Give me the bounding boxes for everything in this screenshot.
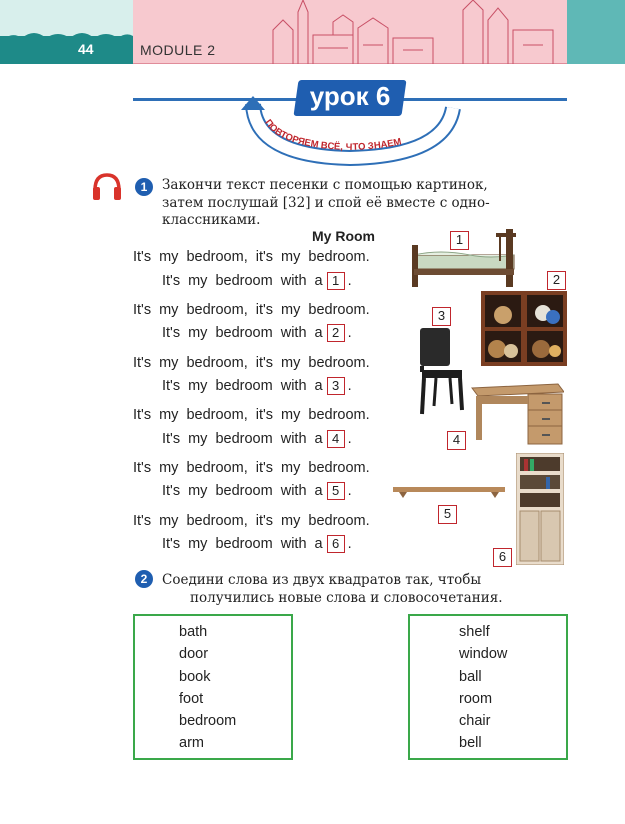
answer-prefix: It's my bedroom with a — [162, 325, 323, 341]
blank-box-1: 1 — [327, 272, 345, 290]
instruction-line: классниками. — [162, 212, 261, 228]
answer-prefix: It's my bedroom with a — [162, 483, 323, 499]
headphones-icon — [91, 172, 123, 202]
chair-picture — [414, 326, 466, 416]
lesson-title: урок 6 — [309, 81, 391, 111]
song-verse-line: It's my bedroom, it's my bedroom. — [133, 249, 370, 265]
right-word: room — [459, 691, 493, 707]
exercise-2-instruction — [162, 572, 566, 607]
bookcase-picture — [516, 453, 564, 565]
right-word: window — [459, 646, 508, 662]
blank-box-4: 4 — [327, 430, 345, 448]
song-answer-line — [162, 272, 352, 290]
song-answer-line — [162, 430, 352, 448]
left-word-box — [133, 614, 293, 760]
header-teal-band — [567, 0, 625, 64]
song-verse-line: It's my bedroom, it's my bedroom. — [133, 513, 370, 529]
picture-label-4: 4 — [447, 431, 466, 450]
toy-shelf-picture — [481, 291, 567, 366]
period: . — [347, 378, 352, 394]
period: . — [347, 483, 352, 499]
module-label: MODULE 2 — [140, 42, 216, 58]
song-verse-line: It's my bedroom, it's my bedroom. — [133, 460, 370, 476]
period: . — [347, 325, 352, 341]
song-answer-line — [162, 324, 352, 342]
left-word: bath — [179, 624, 208, 640]
answer-prefix: It's my bedroom with a — [162, 536, 323, 552]
left-word: foot — [179, 691, 204, 707]
instruction-line: затем послушай [32] и спой её вместе с одно- — [162, 194, 490, 211]
right-word: bell — [459, 735, 482, 751]
period: . — [347, 431, 352, 447]
desk-picture — [466, 380, 564, 446]
left-word: book — [179, 669, 211, 685]
exercise-1-number: 1 — [135, 178, 153, 196]
right-word: chair — [459, 713, 491, 729]
song-answer-line — [162, 482, 352, 500]
answer-prefix: It's my bedroom with a — [162, 431, 323, 447]
right-word: shelf — [459, 624, 490, 640]
exercise-2-number: 2 — [135, 570, 153, 588]
song-verse-line: It's my bedroom, it's my bedroom. — [133, 302, 370, 318]
answer-prefix: It's my bedroom with a — [162, 378, 323, 394]
exercise-1-instruction — [162, 177, 566, 230]
left-word: bedroom — [179, 713, 237, 729]
song-answer-line — [162, 535, 352, 553]
right-word-box — [408, 614, 568, 760]
blank-box-6: 6 — [327, 535, 345, 553]
page-number-tab — [0, 36, 133, 64]
instruction-line: получились новые слова и словосочетания. — [190, 589, 503, 606]
instruction-line: Соедини слова из двух квадратов так, чтобы — [162, 572, 482, 588]
instruction-line: Закончи текст песенки с помощью картинок, — [162, 177, 488, 193]
left-word: arm — [179, 735, 204, 751]
page-number: 44 — [78, 41, 94, 57]
picture-label-3: 3 — [432, 307, 451, 326]
song-verse-line: It's my bedroom, it's my bedroom. — [133, 407, 370, 423]
period: . — [347, 273, 352, 289]
picture-label-5: 5 — [438, 505, 457, 524]
right-word: ball — [459, 669, 482, 685]
period: . — [347, 536, 352, 552]
song-title: My Room — [312, 228, 375, 244]
left-word: door — [179, 646, 209, 662]
answer-prefix: It's my bedroom with a — [162, 273, 323, 289]
blank-box-3: 3 — [327, 377, 345, 395]
blank-box-2: 2 — [327, 324, 345, 342]
song-answer-line — [162, 377, 352, 395]
picture-label-2: 2 — [547, 271, 566, 290]
picture-label-1: 1 — [450, 231, 469, 250]
song-verse-line: It's my bedroom, it's my bedroom. — [133, 355, 370, 371]
blank-box-5: 5 — [327, 482, 345, 500]
shelf-picture — [393, 485, 505, 499]
lesson-subtitle: ПОВТОРЯЕМ ВСЁ, ЧТО ЗНАЕМ — [262, 117, 403, 154]
picture-label-6: 6 — [493, 548, 512, 567]
